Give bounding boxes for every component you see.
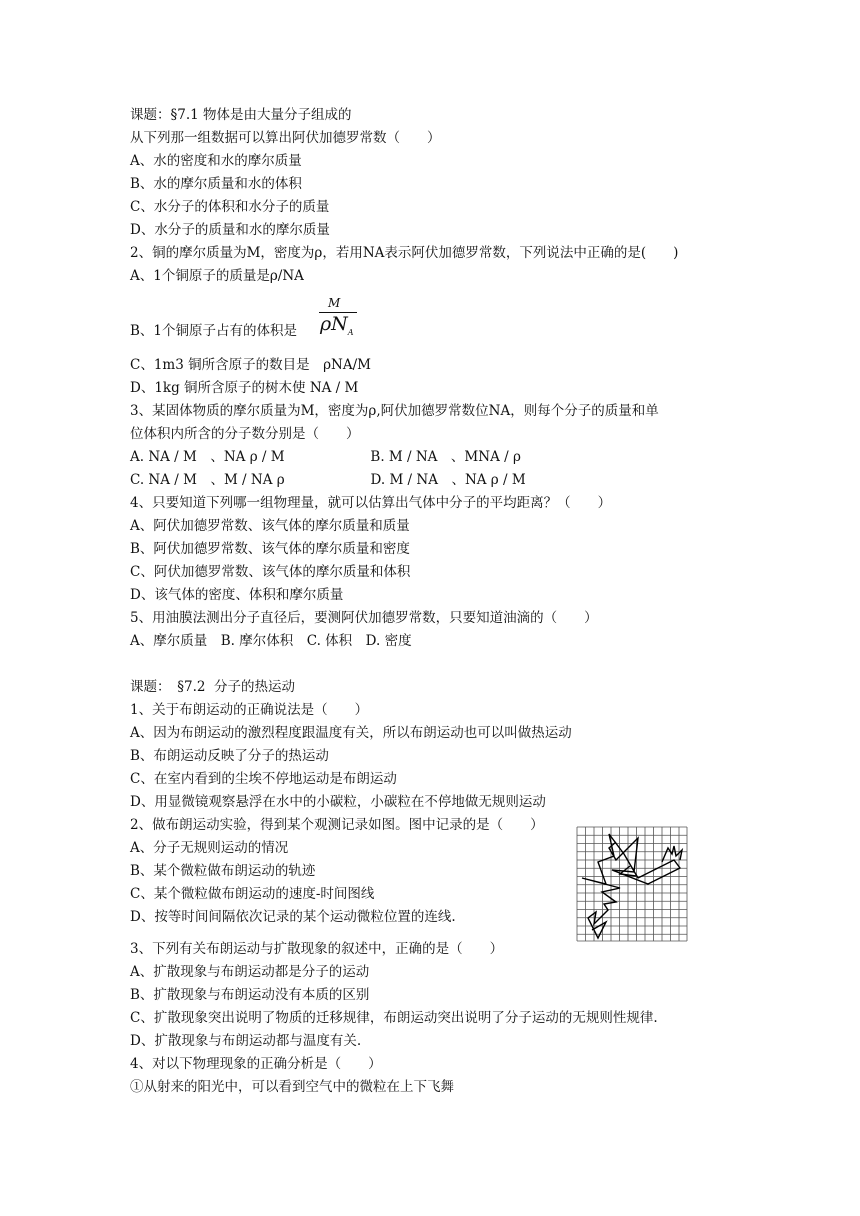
s2-q2-option-b: B、某个微粒做布朗运动的轨迹 <box>130 863 316 879</box>
section-title-7-2: 课题： §7.2 分子的热运动 <box>130 679 296 695</box>
s2-q1-option-d: D、用显微镜观察悬浮在水中的小碳粒，小碳粒在不停地做无规则运动 <box>130 794 546 810</box>
s2-q2-option-d: D、按等时间间隔依次记录的某个运动微粒位置的连线. <box>130 909 456 925</box>
q3-options-cd: C. NA / M 、M / NA ρ D. M / NA 、NA ρ / M <box>130 472 526 488</box>
s2-q1-option-a: A、因为布朗运动的激烈程度跟温度有关，所以布朗运动也可以叫做热运动 <box>130 725 572 741</box>
s2-q3-option-d: D、扩散现象与布朗运动都与温度有关. <box>130 1033 362 1049</box>
q1-option-a: A、水的密度和水的摩尔质量 <box>130 153 302 169</box>
s2-q2-option-c: C、某个微粒做布朗运动的速度-时间图线 <box>130 886 375 902</box>
volume-formula <box>318 296 360 336</box>
q5-options: A、摩尔质量 B. 摩尔体积 C. 体积 D. 密度 <box>130 633 412 649</box>
particle-path <box>582 834 680 938</box>
q2-stem: 2、铜的摩尔质量为M，密度为ρ，若用NA表示阿伏加德罗常数，下列说法中正确的是( ) <box>130 245 679 261</box>
section-title-7-1: 课题：§7.1 物体是由大量分子组成的 <box>130 107 352 123</box>
q1-stem: 从下列那一组数据可以算出阿伏加德罗常数（ ） <box>130 130 441 146</box>
q1-option-b: B、水的摩尔质量和水的体积 <box>130 176 302 192</box>
s2-q3-option-c: C、扩散现象突出说明了物质的迁移规律，布朗运动突出说明了分子运动的无规则性规律. <box>130 1010 658 1026</box>
q4-option-d: D、该气体的密度、体积和摩尔质量 <box>130 587 344 603</box>
q2-option-a: A、1个铜原子的质量是ρ/NA <box>130 268 304 284</box>
q3-stem-cont: 位体积内所含的分子数分别是（ ） <box>130 426 360 442</box>
s2-q3-option-b: B、扩散现象与布朗运动没有本质的区别 <box>130 987 370 1003</box>
q2-option-d: D、1kg 铜所含原子的树木使 NA / M <box>130 380 359 396</box>
q2-option-b: B、1个铜原子占有的体积是 <box>130 323 298 339</box>
q5-stem: 5、用油膜法测出分子直径后，要测阿伏加德罗常数，只要知道油滴的（ ） <box>130 610 598 626</box>
s2-q1-option-b: B、布朗运动反映了分子的热运动 <box>130 748 329 764</box>
s2-q1-option-c: C、在室内看到的尘埃不停地运动是布朗运动 <box>130 771 397 787</box>
q3-options-ab: A. NA / M 、NA ρ / M B. M / NA 、MNA / ρ <box>130 449 521 465</box>
brownian-motion-diagram <box>576 826 688 942</box>
q1-option-d: D、水分子的质量和水的摩尔质量 <box>130 222 330 238</box>
s2-q4-item-1: ①从射来的阳光中，可以看到空气中的微粒在上下飞舞 <box>130 1079 454 1095</box>
q3-stem: 3、某固体物质的摩尔质量为M，密度为ρ,阿伏加德罗常数位NA，则每个分子的质量和单 <box>130 403 659 419</box>
q1-option-c: C、水分子的体积和水分子的质量 <box>130 199 330 215</box>
q2-option-c: C、1m3 铜所含原子的数目是 ρNA/M <box>130 357 371 373</box>
s2-q3-option-a: A、扩散现象与布朗运动都是分子的运动 <box>130 964 370 980</box>
s2-q4-stem: 4、对以下物理现象的正确分析是（ ） <box>130 1056 382 1072</box>
q4-option-c: C、阿伏加德罗常数、该气体的摩尔质量和体积 <box>130 564 411 580</box>
s2-q3-stem: 3、下列有关布朗运动与扩散现象的叙述中，正确的是（ ） <box>130 941 504 957</box>
s2-q1-stem: 1、关于布朗运动的正确说法是（ ） <box>130 702 369 718</box>
formula-denominator: $\rho N_A$ <box>320 313 354 337</box>
formula-numerator: M <box>328 296 341 310</box>
s2-q2-option-a: A、分子无规则运动的情况 <box>130 840 289 856</box>
q4-option-b: B、阿伏加德罗常数、该气体的摩尔质量和密度 <box>130 541 410 557</box>
q4-option-a: A、阿伏加德罗常数、该气体的摩尔质量和质量 <box>130 518 410 534</box>
q4-stem: 4、只要知道下列哪一组物理量，就可以估算出气体中分子的平均距离？（ ） <box>130 495 612 511</box>
s2-q2-stem: 2、做布朗运动实验，得到某个观测记录如图。图中记录的是（ ） <box>130 817 544 833</box>
